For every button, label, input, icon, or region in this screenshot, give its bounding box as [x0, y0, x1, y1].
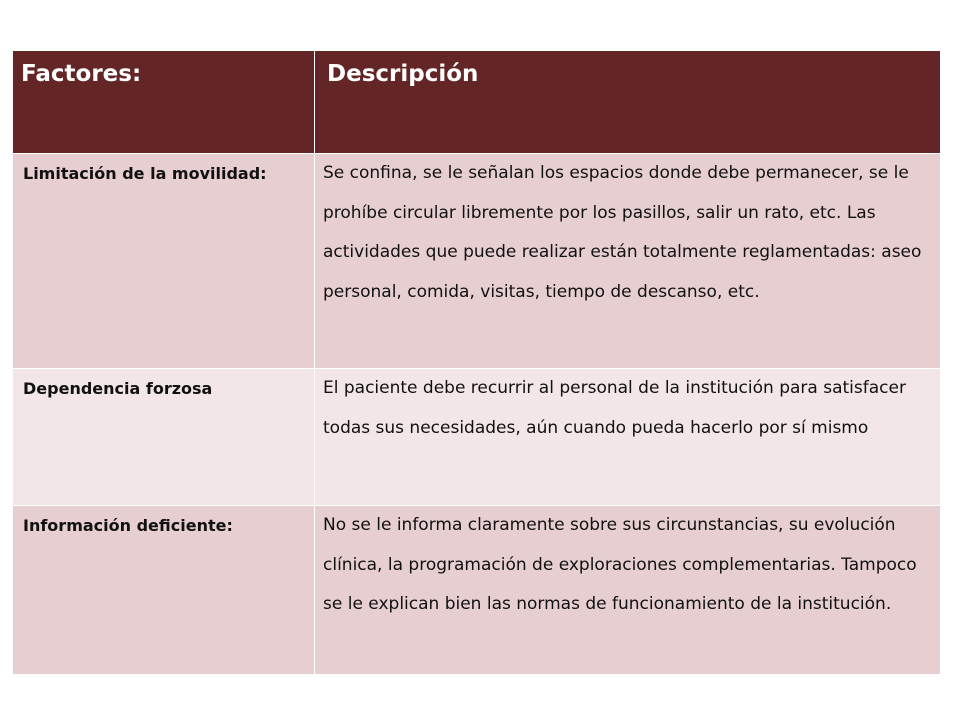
description-cell: Se confina, se le señalan los espacios donde debe permanecer, se le prohíbe circular libremente por los pasillos, salir un rato, etc. Las actividades que puede realizar están totalmente reglamentadas: aseo personal, comida, visitas, tiempo de descanso, etc.	[315, 154, 941, 369]
description-cell: El paciente debe recurrir al personal de la institución para satisfacer todas sus necesidades, aún cuando pueda hacerlo por sí mismo	[315, 369, 941, 506]
table-row	[13, 369, 941, 506]
factor-cell: Información deficiente:	[13, 506, 315, 675]
table-row	[13, 506, 941, 675]
table-row	[13, 154, 941, 369]
description-cell: No se le informa claramente sobre sus circunstancias, su evolución clínica, la programación de exploraciones complementarias. Tampoco se le explican bien las normas de funcionamiento de la institución.	[315, 506, 941, 675]
table-header-row	[13, 51, 941, 154]
factor-cell: Limitación de la movilidad:	[13, 154, 315, 369]
header-descripcion: Descripción	[315, 51, 941, 154]
factor-cell: Dependencia forzosa	[13, 369, 315, 506]
header-factores: Factores:	[13, 51, 315, 154]
factors-table	[12, 50, 941, 675]
